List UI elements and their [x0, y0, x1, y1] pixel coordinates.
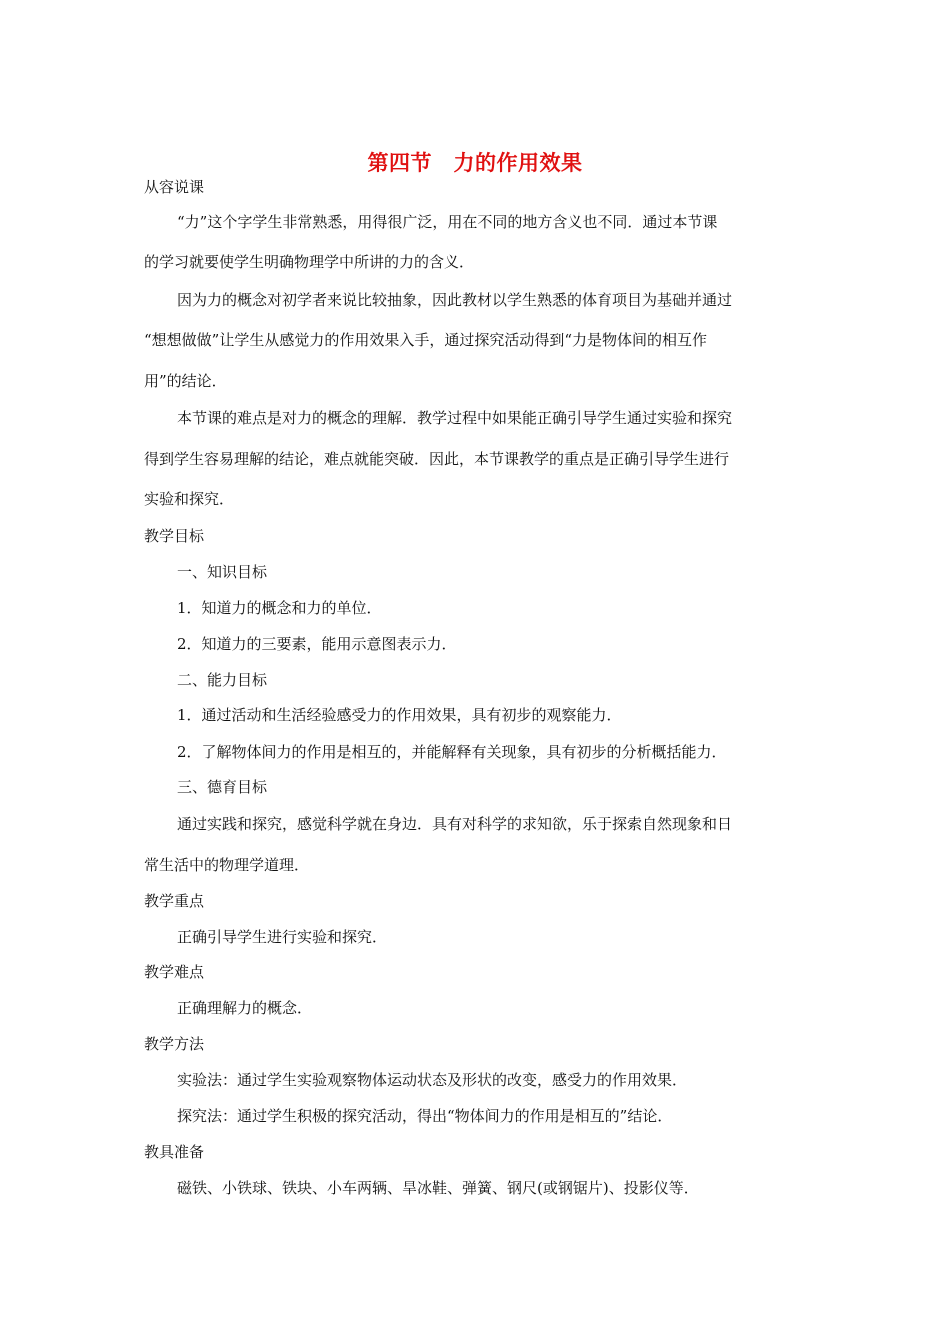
paragraph-line: 实验和探究． — [144, 490, 235, 508]
subsection-heading-deyu: 三、德育目标 — [177, 778, 268, 796]
paragraph-line: 用”的结论． — [144, 372, 227, 390]
section-heading-mubiao: 教学目标 — [144, 527, 205, 545]
section-heading-fangfa: 教学方法 — [144, 1035, 205, 1053]
paragraph-line: 的学习就要使学生明确物理学中所讲的力的含义． — [144, 253, 475, 271]
list-item: 1．通过活动和生活经验感受力的作用效果，具有初步的观察能力． — [177, 706, 622, 724]
list-item: 1．知道力的概念和力的单位． — [177, 599, 382, 617]
subsection-heading-zhishi: 一、知识目标 — [177, 563, 268, 581]
list-item: 2．知道力的三要素，能用示意图表示力． — [177, 635, 457, 653]
paragraph-line: 磁铁、小铁球、铁块、小车两辆、旱冰鞋、弹簧、钢尺(或钢锯片)、投影仪等． — [177, 1179, 699, 1197]
section-heading-zhongdian: 教学重点 — [144, 892, 205, 910]
paragraph-line: “力”这个字学生非常熟悉，用得很广泛，用在不同的地方含义也不同．通过本节课 — [177, 213, 718, 231]
section-heading-cong-rong: 从容说课 — [144, 178, 205, 196]
list-item: 实验法：通过学生实验观察物体运动状态及形状的改变，感受力的作用效果． — [177, 1071, 688, 1089]
paragraph-line: 本节课的难点是对力的概念的理解．教学过程中如果能正确引导学生通过实验和探究 — [177, 409, 733, 427]
subsection-heading-nengli: 二、能力目标 — [177, 671, 268, 689]
paragraph-line: 正确引导学生进行实验和探究． — [177, 928, 388, 946]
paragraph-line: 正确理解力的概念． — [177, 999, 313, 1017]
paragraph-line: 常生活中的物理学道理． — [144, 856, 310, 874]
list-item: 探究法：通过学生积极的探究活动，得出“物体间力的作用是相互的”结论． — [177, 1107, 673, 1125]
section-heading-nandian: 教学难点 — [144, 963, 205, 981]
section-heading-jiaoju: 教具准备 — [144, 1143, 205, 1161]
paragraph-line: 通过实践和探究，感觉科学就在身边．具有对科学的求知欲，乐于探索自然现象和日 — [177, 815, 733, 833]
paragraph-line: 因为力的概念对初学者来说比较抽象，因此教材以学生熟悉的体育项目为基础并通过 — [177, 291, 733, 309]
list-item: 2．了解物体间力的作用是相互的，并能解释有关现象，具有初步的分析概括能力． — [177, 743, 727, 761]
paragraph-line: “想想做做”让学生从感觉力的作用效果入手，通过探究活动得到“力是物体间的相互作 — [144, 331, 708, 349]
page-title: 第四节 力的作用效果 — [367, 151, 583, 175]
paragraph-line: 得到学生容易理解的结论，难点就能突破．因此，本节课教学的重点是正确引导学生进行 — [144, 450, 730, 468]
